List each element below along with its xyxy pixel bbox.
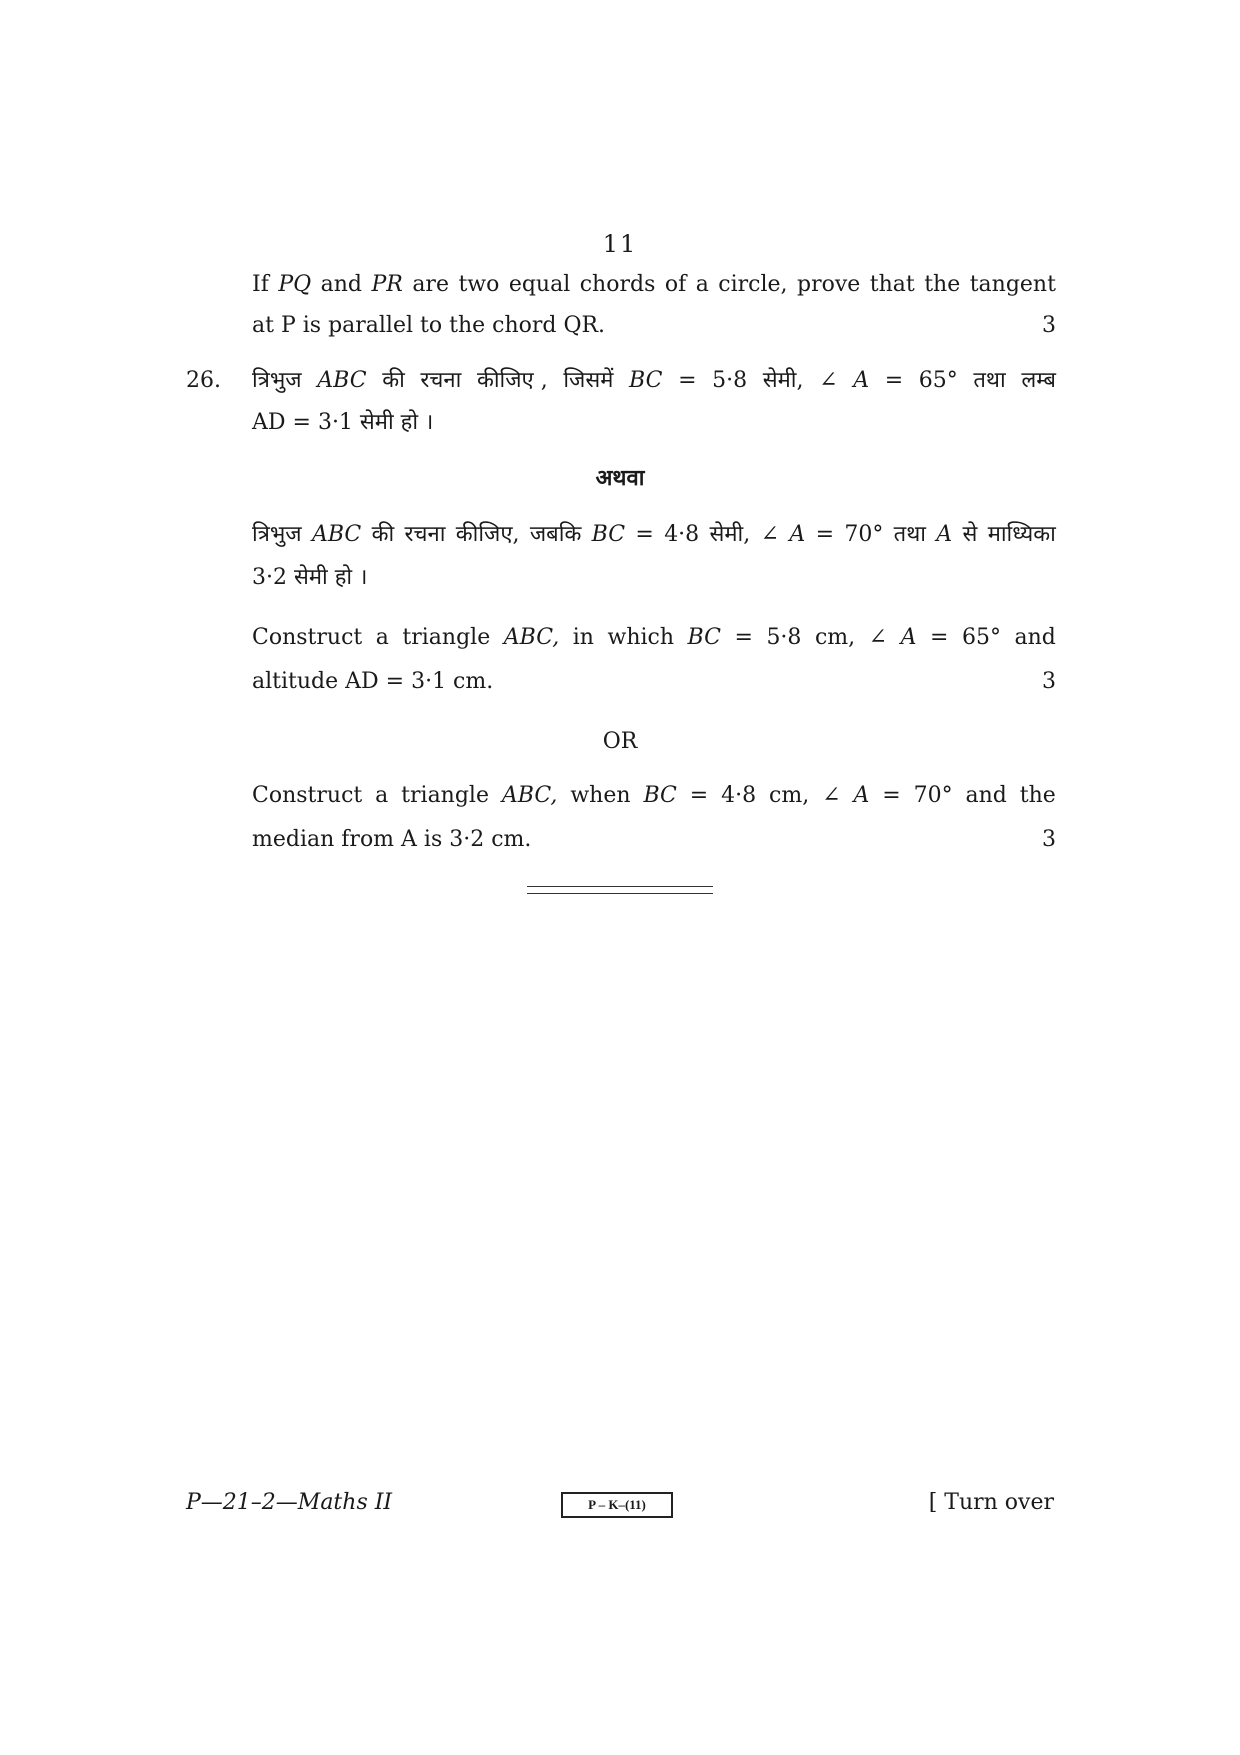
word: = <box>678 368 697 393</box>
word: two <box>458 272 500 297</box>
word: A <box>789 522 806 547</box>
word: से <box>962 522 978 547</box>
word: Construct <box>252 625 363 650</box>
word: A <box>853 783 870 808</box>
word: तथा <box>973 368 1006 393</box>
word: कीजिए, <box>455 522 520 547</box>
word: की <box>371 522 395 547</box>
word: of <box>664 272 687 297</box>
word: जबकि <box>529 522 582 547</box>
word: 65° <box>961 625 1001 650</box>
word: A <box>853 368 870 393</box>
word: a <box>375 783 389 808</box>
word: A <box>936 522 953 547</box>
word: ABC, <box>501 783 558 808</box>
word: त्रिभुज <box>252 368 302 393</box>
q26-hindi-line1 <box>252 366 1056 396</box>
q26-english-alt-line2: median from A is 3·2 cm. <box>252 827 532 852</box>
word: and <box>1014 625 1056 650</box>
word: 70° <box>844 522 884 547</box>
word: ∠ <box>822 783 841 808</box>
word: and <box>965 783 1007 808</box>
word: and <box>320 272 362 297</box>
word: ABC, <box>503 625 560 650</box>
q25-marks: 3 <box>1042 313 1056 338</box>
word: triangle <box>401 783 489 808</box>
q26-english-line2: altitude AD = 3·1 cm. <box>252 669 494 694</box>
word: a <box>695 272 709 297</box>
word: BC <box>687 625 721 650</box>
word: रचना <box>420 368 462 393</box>
word: ∠ <box>819 368 838 393</box>
word: are <box>412 272 449 297</box>
q26-english-alt-line1 <box>252 781 1056 811</box>
word: 4·8 <box>721 783 757 808</box>
word: cm, <box>769 783 810 808</box>
word: 70° <box>913 783 953 808</box>
word: = <box>635 522 654 547</box>
word: the <box>1019 783 1056 808</box>
word: circle, <box>718 272 788 297</box>
word: = <box>815 522 834 547</box>
word: 4·8 <box>664 522 700 547</box>
word: तथा <box>893 522 926 547</box>
word: = <box>884 368 904 393</box>
q26-hindi-alt-line2: 3·2 सेमी हो । <box>252 565 368 590</box>
word: a <box>375 625 389 650</box>
word: ∠ <box>868 625 888 650</box>
word: लम्ब <box>1021 368 1056 393</box>
word: when <box>570 783 631 808</box>
word: triangle <box>402 625 491 650</box>
word: chords <box>579 272 656 297</box>
word: the <box>924 272 961 297</box>
word: त्रिभुज <box>252 522 302 547</box>
word: सेमी, <box>762 368 804 393</box>
word: ABC <box>311 522 362 547</box>
word: PR <box>371 272 403 297</box>
word: 65° <box>918 368 958 393</box>
word: 5·8 <box>712 368 748 393</box>
page-number: 11 <box>602 230 638 258</box>
word: A <box>900 625 917 650</box>
hindi-or-heading: अथवा <box>595 465 645 491</box>
word: = <box>882 783 901 808</box>
word: Construct <box>252 783 363 808</box>
q26-hindi-alt-line1 <box>252 520 1056 550</box>
word: ∠ <box>760 522 780 547</box>
word: in <box>572 625 594 650</box>
word: सेमी, <box>709 522 751 547</box>
word: = <box>734 625 753 650</box>
q26-hindi-line2: AD = 3·1 सेमी हो । <box>252 410 434 435</box>
word: tangent <box>969 272 1056 297</box>
word: कीजिए , <box>476 368 548 393</box>
q26-english-line1 <box>252 623 1056 653</box>
word: which <box>607 625 675 650</box>
word: cm, <box>814 625 856 650</box>
word: की <box>382 368 405 393</box>
word: जिसमें <box>563 368 614 393</box>
question-number-26: 26. <box>186 368 221 393</box>
word: PQ <box>278 272 312 297</box>
footer-turn-over: [ Turn over <box>928 1490 1054 1515</box>
word: माध्यिका <box>987 522 1056 547</box>
word: BC <box>591 522 626 547</box>
word: BC <box>629 368 663 393</box>
footer-paper-code: P—21–2—Maths II <box>186 1490 393 1515</box>
word: = <box>689 783 709 808</box>
word: 5·8 <box>766 625 802 650</box>
word: BC <box>643 783 677 808</box>
footer-page-code-box: P – K–(11) <box>561 1492 673 1518</box>
word: ABC <box>317 368 367 393</box>
word: If <box>252 272 269 297</box>
word: that <box>869 272 915 297</box>
english-or-heading: OR <box>602 729 638 754</box>
q26-english-alt-marks: 3 <box>1042 827 1056 852</box>
q25-line2: at P is parallel to the chord QR. <box>252 313 606 338</box>
q25-line1 <box>252 270 1056 300</box>
word: = <box>930 625 949 650</box>
word: prove <box>797 272 861 297</box>
q26-english-marks: 3 <box>1042 669 1056 694</box>
section-end-divider <box>527 886 713 894</box>
word: equal <box>508 272 571 297</box>
word: रचना <box>404 522 446 547</box>
